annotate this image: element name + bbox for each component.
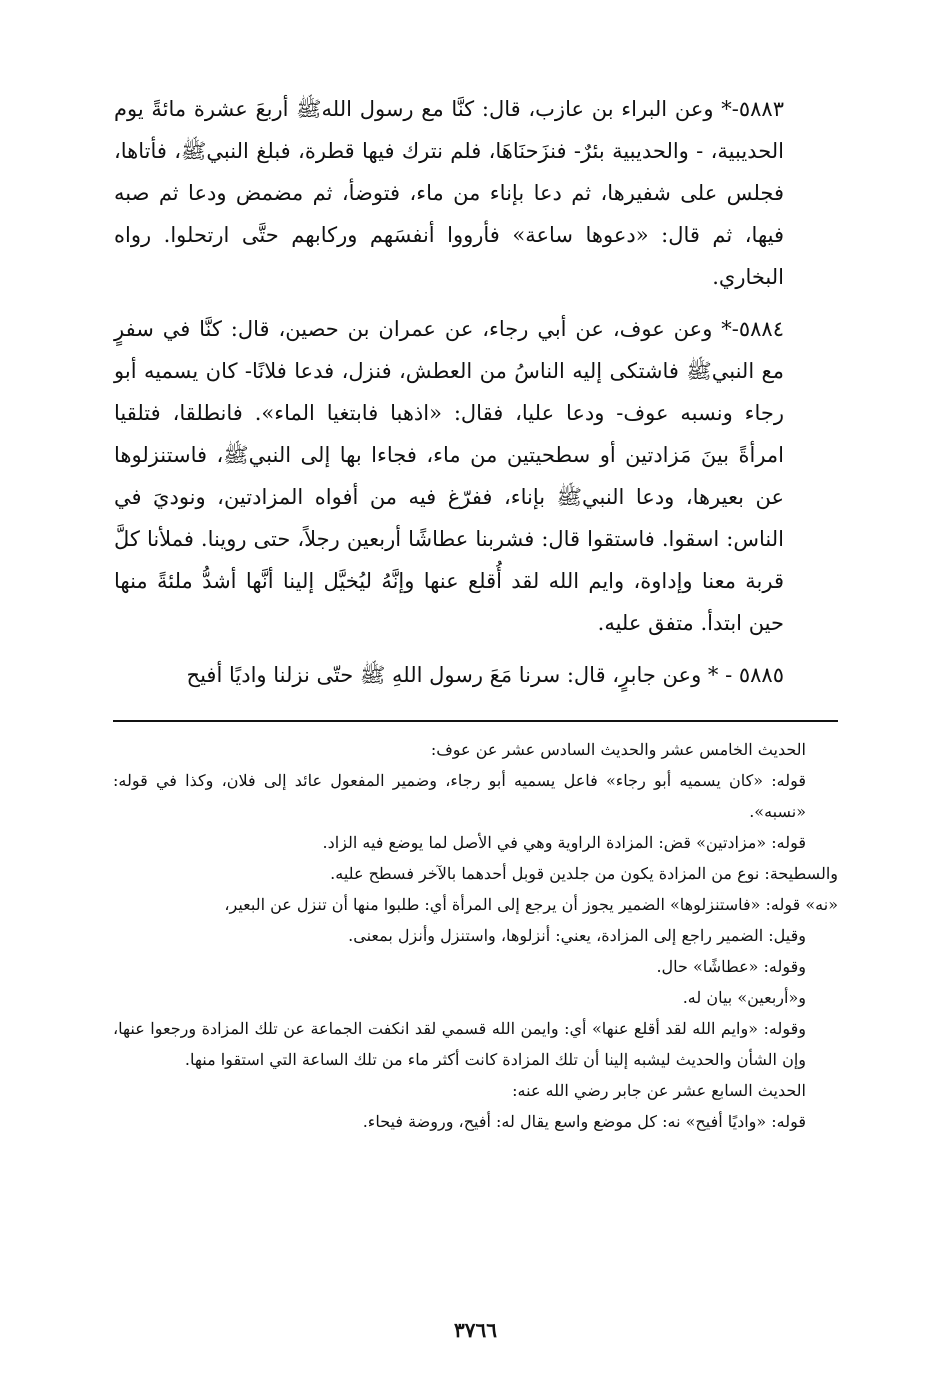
hadith-text: وعن البراء بن عازب، قال: كنَّا مع رسول اللهﷺ أربعَ عشرة مائةً يوم الحديبية، - والحديبية بئرٌ- فنزَحنَاهَا، فلم نترك فيها قطرة، فبلغ النبيﷺ، فأتاها، فجلس على شفيرها، ثم دعا بإناء من ماء، فتوضأ، ثم مضمض ودعا ثم صبه فيها، ثم قال: «دعوها ساعة» فأرووا أنفسَهم وركابهم حتَّى ارتحلوا. رواه البخاري. xyxy=(114,97,784,289)
footnote-line: وقيل: الضمير راجع إلى المزادة، يعني: أنزلوها، واستنزل وأنزل بمعنى. xyxy=(348,926,806,945)
footnote-line: وقوله: «عطاشًا» حال. xyxy=(656,957,806,976)
footnote-heading: الحديث الخامس عشر والحديث السادس عشر عن عوف: xyxy=(430,740,806,759)
hadith-marker: * xyxy=(707,663,719,687)
footnotes xyxy=(113,734,838,1137)
hadith-number: ٥٨٨٤- xyxy=(731,317,784,341)
footnote-line: وقوله: «وايم الله لقد أقلع عنها» أي: وايمن الله قسمي لقد انكفت الجماعة عن تلك المزادة ورجعوا عنها، وإن الشأن والحديث ليشبه إلينا أن تلك المزادة كانت أكثر ماء من تلك الساعة التي استقوا منها. xyxy=(113,1019,807,1069)
footnote-line: والسطيحة: نوع من المزادة يكون من جلدين قوبل أحدهما بالآخر فسطح عليه. xyxy=(330,864,838,883)
footnote-line: «نه» قوله: «فاستنزلوها» الضمير يجوز أن يرجع إلى المرأة أي: طلبوا منها أن تنزل عن البعير، xyxy=(224,895,838,914)
footnote-line: و«أربعين» بيان له. xyxy=(682,988,806,1007)
main-text xyxy=(114,88,836,706)
footnote-line: قوله: «كان يسميه أبو رجاء» فاعل يسميه أبو رجاء، وضمير المفعول عائد إلى فلان، وكذا في قوله: «نسبه». xyxy=(113,771,806,821)
hadith-marker: * xyxy=(721,317,732,341)
page-number: ٣٧٦٦ xyxy=(454,1318,497,1342)
footnote-heading: الحديث السابع عشر عن جابر رضي الله عنه: xyxy=(512,1081,806,1100)
hadith-marker: * xyxy=(721,97,732,121)
footnote-line: قوله: «مزادتين» قض: المزادة الراوية وهي في الأصل لما يوضع فيه الزاد. xyxy=(322,833,806,852)
hadith-number: ٥٨٨٣- xyxy=(731,97,784,121)
footnote-line: قوله: «واديًا أفيح» نه: كل موضع واسع يقال له: أفيح، وروضة فيحاء. xyxy=(362,1112,806,1131)
hadith-number: ٥٨٨٥ - xyxy=(725,663,784,687)
hadith-text: وعن عوف، عن أبي رجاء، عن عمران بن حصين، قال: كنَّا في سفرٍ مع النبيﷺ فاشتكى إليه الناسُ من العطش، فنزل، فدعا فلانًا- كان يسميه أبو رجاء ونسبه عوف- ودعا عليا، فقال: «اذهبا فابتغيا الماء». فانطلقا، فتلقيا امرأةً بينَ مَزادتين أو سطحيتين من ماء، فجاءا بها إلى النبيﷺ، فاستنزلوها عن بعيرها، ودعا النبيﷺ بإناء، ففرّغ فيه من أفواه المزادتين، ونوديَ في الناس: اسقوا. فاستقوا قال: فشربنا عطاشًا أربعين رجلاً، حتى روينا. فملأنا كلَّ قربة معنا وإداوة، وايم الله لقد أُقلع عنها وإنَّهُ ليُخيَّل إلينا أنَّها أشدُّ ملئةً منها حين ابتدأ. متفق عليه. xyxy=(114,317,784,635)
hadith-5883 xyxy=(114,88,836,298)
footnote-divider xyxy=(113,720,838,722)
hadith-5884 xyxy=(114,308,836,644)
hadith-text: وعن جابرٍ، قال: سرنا مَعَ رسول اللهِ ﷺ حتّى نزلنا واديًا أفيح xyxy=(186,663,702,687)
hadith-5885 xyxy=(114,654,836,696)
